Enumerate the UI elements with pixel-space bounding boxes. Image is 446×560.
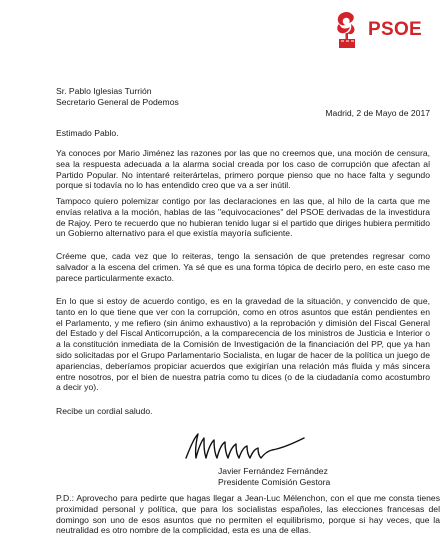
- recipient-block: [56, 86, 430, 108]
- paragraph-3: Créeme que, cada vez que lo reiteras, tengo la sensación de que pretendes regresar como salvador a la escena del crimen. Ya sé que es una forma tópica de decirlo pero, en este caso me parece particularmente exacto.: [56, 251, 430, 283]
- postscript: P.D.: Aprovecho para pedirte que hagas llegar a Jean-Luc Mélenchon, con el que me consta tienes proximidad personal y política, que para los socialistas españoles, las elecciones francesas del domingo son uno de esos asuntos que no permiten el equilibrismo, porque si hay veces, que la neutralidad es otro nombre de la complicidad, esta es una de ellas.: [56, 493, 440, 536]
- paragraph-2: Tampoco quiero polemizar contigo por las declaraciones en las que, al hilo de la carta que me envías relativa a la moción, hablas de las "equivocaciones" del PSOE derivadas de la investidura de Rajoy. Pero te recuerdo que no hubieran tenido lugar si el partido que diriges hubiera permitido un Gobierno alternativo para el que existía mayoría suficiente.: [56, 196, 430, 239]
- logo-text: PSOE: [368, 19, 422, 40]
- recipient-name: Sr. Pablo Iglesias Turrión: [56, 86, 152, 96]
- signer-name: Javier Fernández Fernández: [218, 466, 328, 476]
- paragraph-4: En lo que si estoy de acuerdo contigo, es en la gravedad de la situación, y convencido de que, tanto en lo que tiene que ver con la corrupción, como en otros asuntos que están pendientes en el Parlamento, y me refiero (sin ánimo exhaustivo) a la reprobación y dimisión del Fiscal General del Estado y del Fiscal Anticorrupción, a la comparecencia de los ministros de Justicia e Interior o a la constitución inmediata de la Comisión de Investigación de la financiación del PP, que ya han sido solicitadas por el Grupo Parlamentario Socialista, en lugar de hacer de la política un juego de apariencias, deberíamos propiciar acuerdos que exigirían una relación más fluida y más sincera entre nosotros, por el bien de nuestra patria como tu dices (o de la ciudadanía como acostumbro a decir yo).: [56, 296, 430, 393]
- paragraph-1: Ya conoces por Mario Jiménez las razones por las que no creemos que, una moción de censura, sea la respuesta adecuada a la alarma social creada por los caso de corrupción que afectan al Partido Popular. No intentaré reiterártelas, primero porque pienso que no hace falta y segundo porque si todavía no lo has entendido creo que va a ser inútil.: [56, 148, 430, 191]
- psoe-logo: [330, 10, 442, 50]
- rose-fist-icon: [330, 10, 366, 50]
- greeting: Estimado Pablo.: [56, 128, 119, 138]
- letter-date: Madrid, 2 de Mayo de 2017: [325, 108, 430, 118]
- signer-block: [218, 466, 330, 488]
- recipient-title: Secretario General de Podemos: [56, 96, 179, 107]
- signer-title: Presidente Comisión Gestora: [218, 476, 331, 487]
- closing-line: Recibe un cordial saludo.: [56, 406, 153, 416]
- handwritten-signature: [180, 428, 310, 466]
